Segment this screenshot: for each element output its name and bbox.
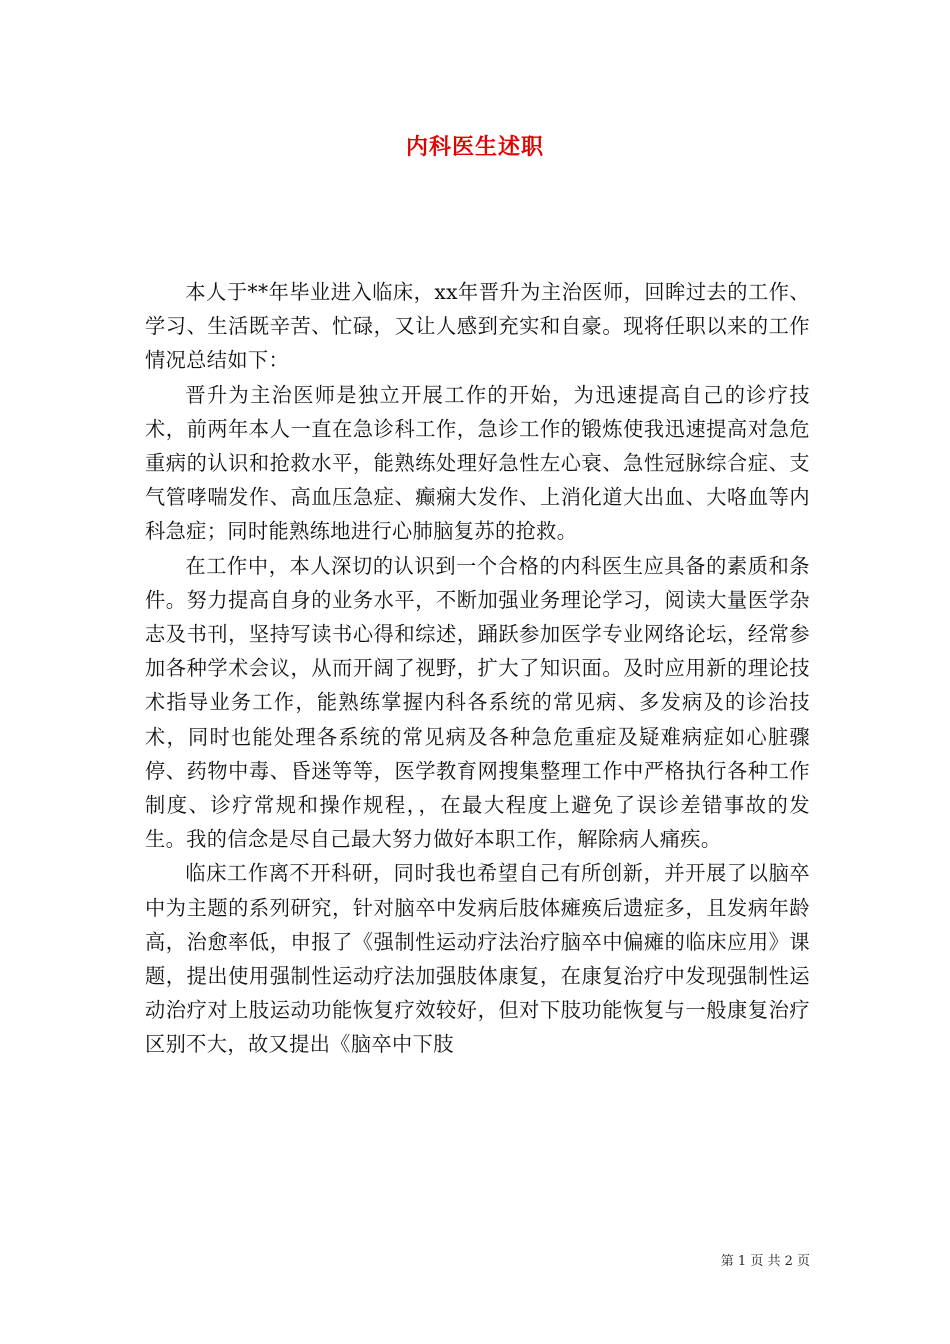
paragraph-intro: 本人于**年毕业进入临床，xx年晋升为主治医师，回眸过去的工作、学习、生活既辛苦、忙碌，又让人感到充实和自豪。现将任职以来的工作情况总结如下： (145, 280, 810, 373)
document-body (145, 275, 810, 1062)
paragraph-emergency-work: 晋升为主治医师是独立开展工作的开始，为迅速提高自己的诊疗技术，前两年本人一直在急诊科工作，急诊工作的锻炼使我迅速提高对急危重病的认识和抢救水平，能熟练处理好急性左心衰、急性冠脉综合症、支气管哮喘发作、高血压急症、癫痫大发作、上消化道大出血、大咯血等内科急症；同时能熟练地进行心肺脑复苏的抢救。 (145, 382, 810, 544)
paragraph-research: 临床工作离不开科研，同时我也希望自己有所创新，并开展了以脑卒中为主题的系列研究，针对脑卒中发病后肢体瘫痪后遗症多，且发病年龄高，治愈率低，申报了《强制性运动疗法治疗脑卒中偏瘫的临床应用》课题，提出使用强制性运动疗法加强肢体康复，在康复治疗中发现强制性运动治疗对上肢运动功能恢复疗效较好，但对下肢功能恢复与一般康复治疗区别不大，故又提出《脑卒中下肢 (145, 861, 810, 1057)
page-number-footer: 第 1 页 共 2 页 (720, 1254, 810, 1269)
document-title: 内科医生述职 (405, 134, 544, 160)
paragraph-professional-growth: 在工作中，本人深切的认识到一个合格的内科医生应具备的素质和条件。努力提高自身的业务水平，不断加强业务理论学习，阅读大量医学杂志及书刊，坚持写读书心得和综述，踊跃参加医学专业网络论坛，经常参加各种学术会议，从而开阔了视野，扩大了知识面。及时应用新的理论技术指导业务工作，能熟练掌握内科各系统的常见病、多发病及的诊治技术，同时也能处理各系统的常见病及各种急危重症及疑难病症如心脏骤停、药物中毒、昏迷等等，医学教育网搜集整理工作中严格执行各种工作制度、诊疗常规和操作规程，，在最大程度上避免了误诊差错事故的发生。我的信念是尽自己最大努力做好本职工作，解除病人痛疾。 (145, 553, 810, 852)
